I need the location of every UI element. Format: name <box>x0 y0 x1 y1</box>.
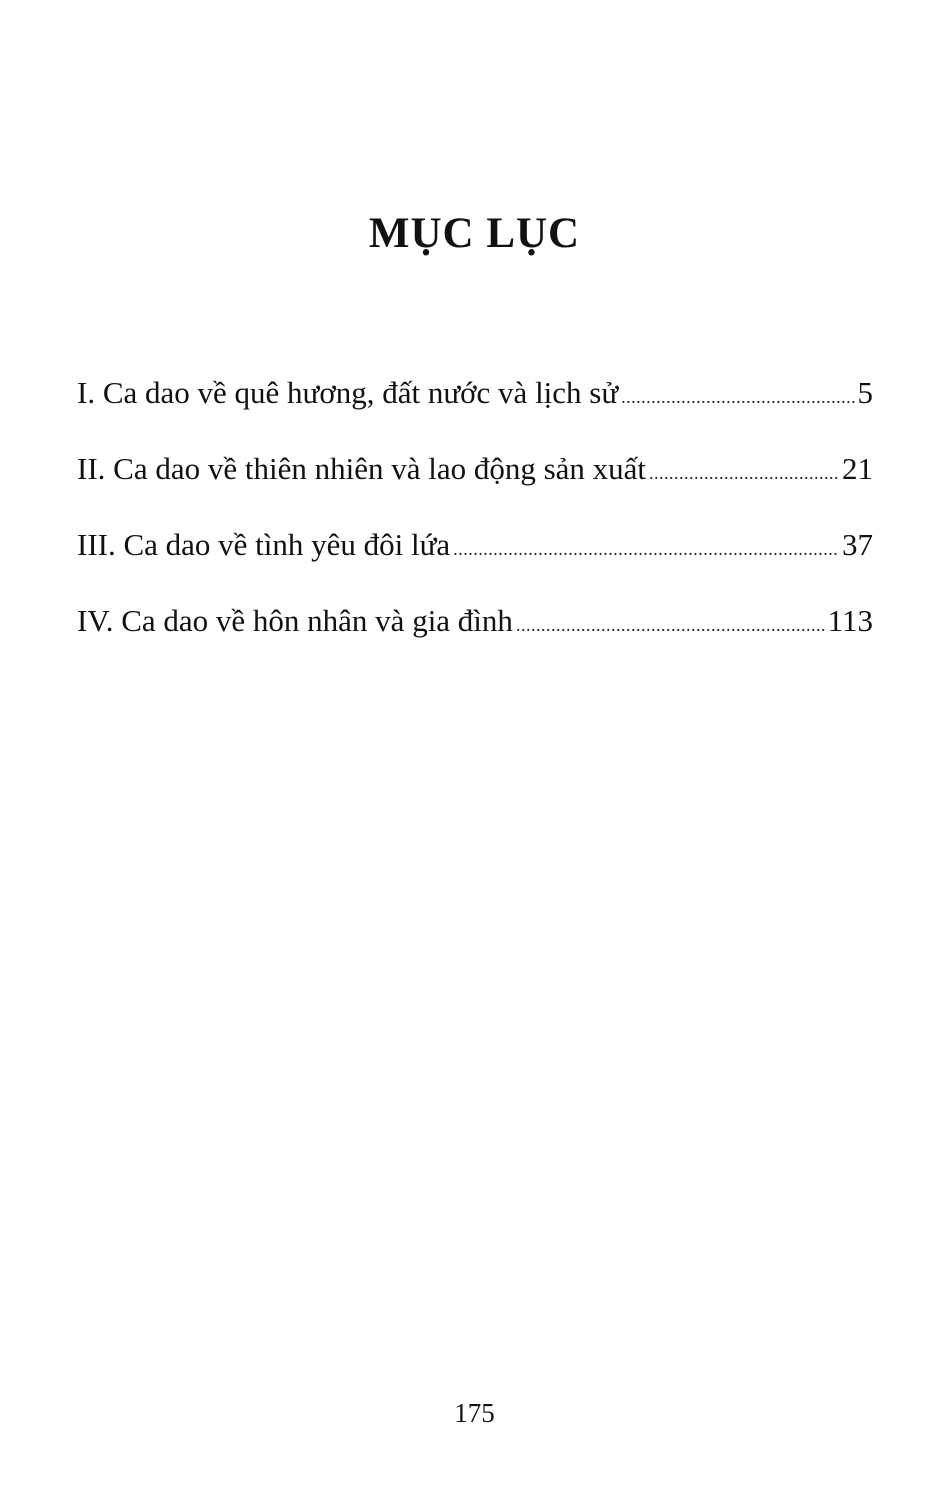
dot-leader <box>621 372 854 422</box>
toc-entry-page: 113 <box>827 603 873 638</box>
toc-entry-page: 37 <box>842 527 873 562</box>
dot-leader <box>453 524 839 574</box>
page-title: MỤC LỤC <box>368 210 581 257</box>
toc-entry-label: IV. Ca dao về hôn nhân và gia đình <box>77 603 513 638</box>
toc-entry-1[interactable] <box>77 368 873 444</box>
toc-entry-4[interactable] <box>77 596 873 672</box>
toc-entry-label: III. Ca dao về tình yêu đôi lứa <box>77 527 451 562</box>
dot-leader <box>516 600 825 650</box>
toc-entry-page: 21 <box>842 451 873 486</box>
toc-entry-2[interactable] <box>77 444 873 520</box>
page-number: 175 <box>454 1398 495 1428</box>
toc-entry-page: 5 <box>857 375 873 410</box>
toc-entry-label: II. Ca dao về thiên nhiên và lao động sản xuất <box>77 451 647 486</box>
table-of-contents <box>77 368 873 672</box>
toc-entry-3[interactable] <box>77 520 873 596</box>
toc-entry-label: I. Ca dao về quê hương, đất nước và lịch sử <box>77 375 619 410</box>
dot-leader <box>649 448 839 498</box>
